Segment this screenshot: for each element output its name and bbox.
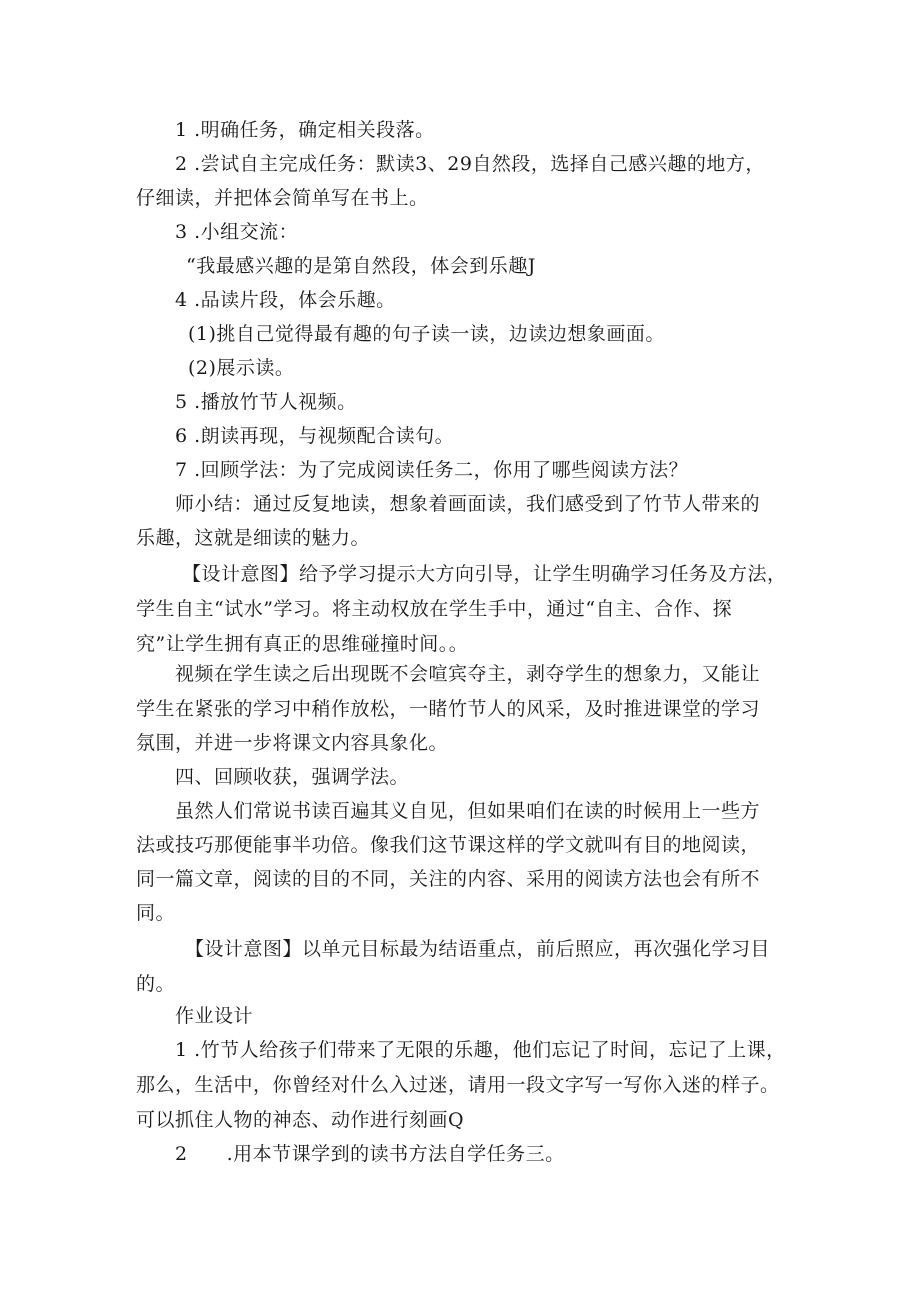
text-line: 6 .朗读再现，与视频配合读句。: [175, 425, 455, 447]
section-heading: 四、回顾收获，强调学法。: [175, 766, 410, 788]
text-line: 同一篇文章，阅读的目的不同，关注的内容、采用的阅读方法也会有所不: [136, 868, 761, 890]
text-line: 1 .明确任务，确定相关段落。: [175, 119, 435, 141]
text-line: 究”让学生拥有真正的思维碰撞时间。。: [136, 633, 469, 655]
text-line: 1 .竹节人给孩子们带来了无限的乐趣，他们忘记了时间，忘记了上课，: [175, 1039, 786, 1061]
text-line: 学生在紧张的学习中稍作放松，一睹竹节人的风采，及时推进课堂的学习: [136, 698, 761, 720]
text-line: 视频在学生读之后出现既不会喧宾夺主，剥夺学生的想象力，又能让: [175, 663, 761, 685]
text-line: 5 .播放竹节人视频。: [175, 391, 357, 413]
text-line: 7 .回顾学法：为了完成阅读任务二，你用了哪些阅读方法？: [175, 459, 689, 481]
text-line: 那么，生活中，你曾经对什么入过迷，请用一段文字写一写你入迷的样子。: [136, 1074, 780, 1096]
text-line: 3 .小组交流：: [175, 221, 299, 243]
text-line: 可以抓住人物的神态、动作进行刻画Q: [136, 1109, 465, 1131]
text-line: 法或技巧那便能事半功倍。像我们这节课这样的学文就叫有目的地阅读，: [136, 834, 761, 856]
text-line: 仔细读，并把体会简单写在书上。: [136, 187, 429, 209]
text-line: (2)展示读。: [188, 357, 295, 379]
text-line: 师小结：通过反复地读，想象着画面读，我们感受到了竹节人带来的: [175, 493, 761, 515]
text-line: 4 .品读片段，体会乐趣。: [175, 289, 396, 311]
text-line: 【设计意图】给予学习提示大方向引导，让学生明确学习任务及方法，: [182, 563, 787, 585]
text-line: 2 .用本节课学到的读书方法自学任务三。: [175, 1143, 565, 1165]
text-line: 的。: [136, 973, 176, 995]
text-line: 同。: [136, 902, 176, 924]
text-line: 学生自主“试水”学习。将主动权放在学生手中，通过“自主、合作、探: [136, 598, 733, 620]
text-line: 2 .尝试自主完成任务：默读3、29自然段，选择自己感兴趣的地方，: [175, 153, 765, 175]
text-line: (1)挑自己觉得最有趣的句子读一读，边读边想象画面。: [188, 323, 665, 345]
text-line: “我最感兴趣的是第自然段，体会到乐趣J: [186, 255, 536, 277]
text-line: 【设计意图】以单元目标最为结语重点，前后照应，再次强化学习目: [185, 938, 771, 960]
text-line: 氛围，并进一步将课文内容具象化。: [136, 732, 449, 754]
text-line: 虽然人们常说书读百遍其义自见，但如果咱们在读的时候用上一些方: [175, 800, 761, 822]
text-line: 乐趣，这就是细读的魅力。: [136, 527, 371, 549]
section-heading: 作业设计: [175, 1005, 254, 1027]
